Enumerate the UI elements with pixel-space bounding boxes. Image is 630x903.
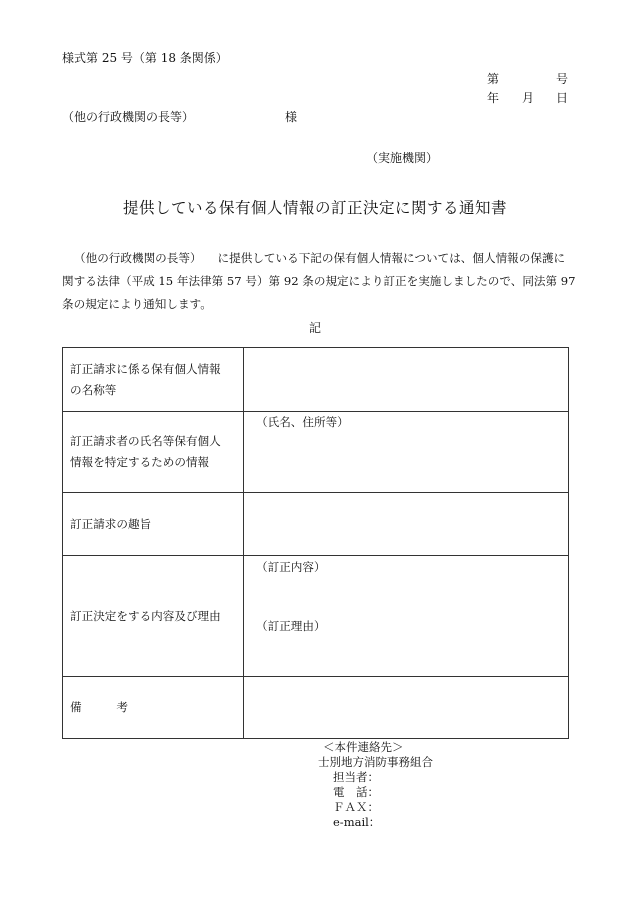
date-month: 月 [522, 91, 535, 105]
body-line-1 [62, 247, 572, 270]
decision-reason-note: （訂正理由） [256, 619, 326, 633]
contact-email: e-mail： [333, 815, 381, 829]
date-day: 日 [556, 91, 569, 105]
label-remarks: 備 考 [63, 677, 244, 739]
body-line-3: 条の規定により通知します。 [62, 297, 212, 311]
value-info-name[interactable] [244, 348, 569, 412]
body-line-1-text: に提供している下記の保有個人情報については、個人情報の保護に [217, 251, 566, 265]
body-recipient: （他の行政機関の長等） [74, 251, 202, 265]
value-requester[interactable] [244, 412, 569, 493]
value-purpose[interactable] [244, 493, 569, 556]
doc-number-prefix: 第 [487, 72, 500, 86]
contact-phone: 電 話： [333, 785, 379, 799]
form-number: 様式第 25 号（第 18 条関係） [62, 51, 228, 65]
contact-fax: ＦＡＸ： [333, 800, 379, 814]
doc-number-suffix: 号 [556, 72, 569, 86]
value-remarks[interactable] [244, 677, 569, 739]
value-decision[interactable] [244, 556, 569, 677]
recipient-honorific: 様 [285, 110, 298, 124]
label-requester: 訂正請求者の氏名等保有個人 情報を特定するための情報 [63, 412, 244, 493]
label-info-name: 訂正請求に係る保有個人情報 の名称等 [63, 348, 244, 412]
body-line-2: 関する法律（平成 15 年法律第 57 号）第 92 条の規定により訂正を実施しましたので、同法第 97 [62, 274, 576, 288]
table-row-decision [63, 556, 569, 677]
contact-org: 士別地方消防事務組合 [318, 755, 433, 769]
label-purpose: 訂正請求の趣旨 [63, 493, 244, 556]
table-row-purpose [63, 493, 569, 556]
requester-note: （氏名、住所等） [256, 415, 349, 429]
contact-block [318, 740, 433, 830]
body-paragraph [62, 247, 576, 316]
table-row-requester [63, 412, 569, 493]
table-row-info-name [63, 348, 569, 412]
sender-name: （実施機関） [366, 151, 439, 165]
document-title: 提供している保有個人情報の訂正決定に関する通知書 [122, 199, 507, 217]
recipient-name: （他の行政機関の長等） [62, 110, 195, 124]
label-decision: 訂正決定をする内容及び理由 [63, 556, 244, 677]
details-table [62, 347, 569, 739]
ki-marker: 記 [308, 321, 321, 335]
decision-content-note: （訂正内容） [256, 560, 326, 574]
table-row-remarks [63, 677, 569, 739]
date-year: 年 [487, 91, 500, 105]
contact-heading: ＜本件連絡先＞ [323, 740, 404, 754]
contact-person: 担当者： [333, 770, 379, 784]
